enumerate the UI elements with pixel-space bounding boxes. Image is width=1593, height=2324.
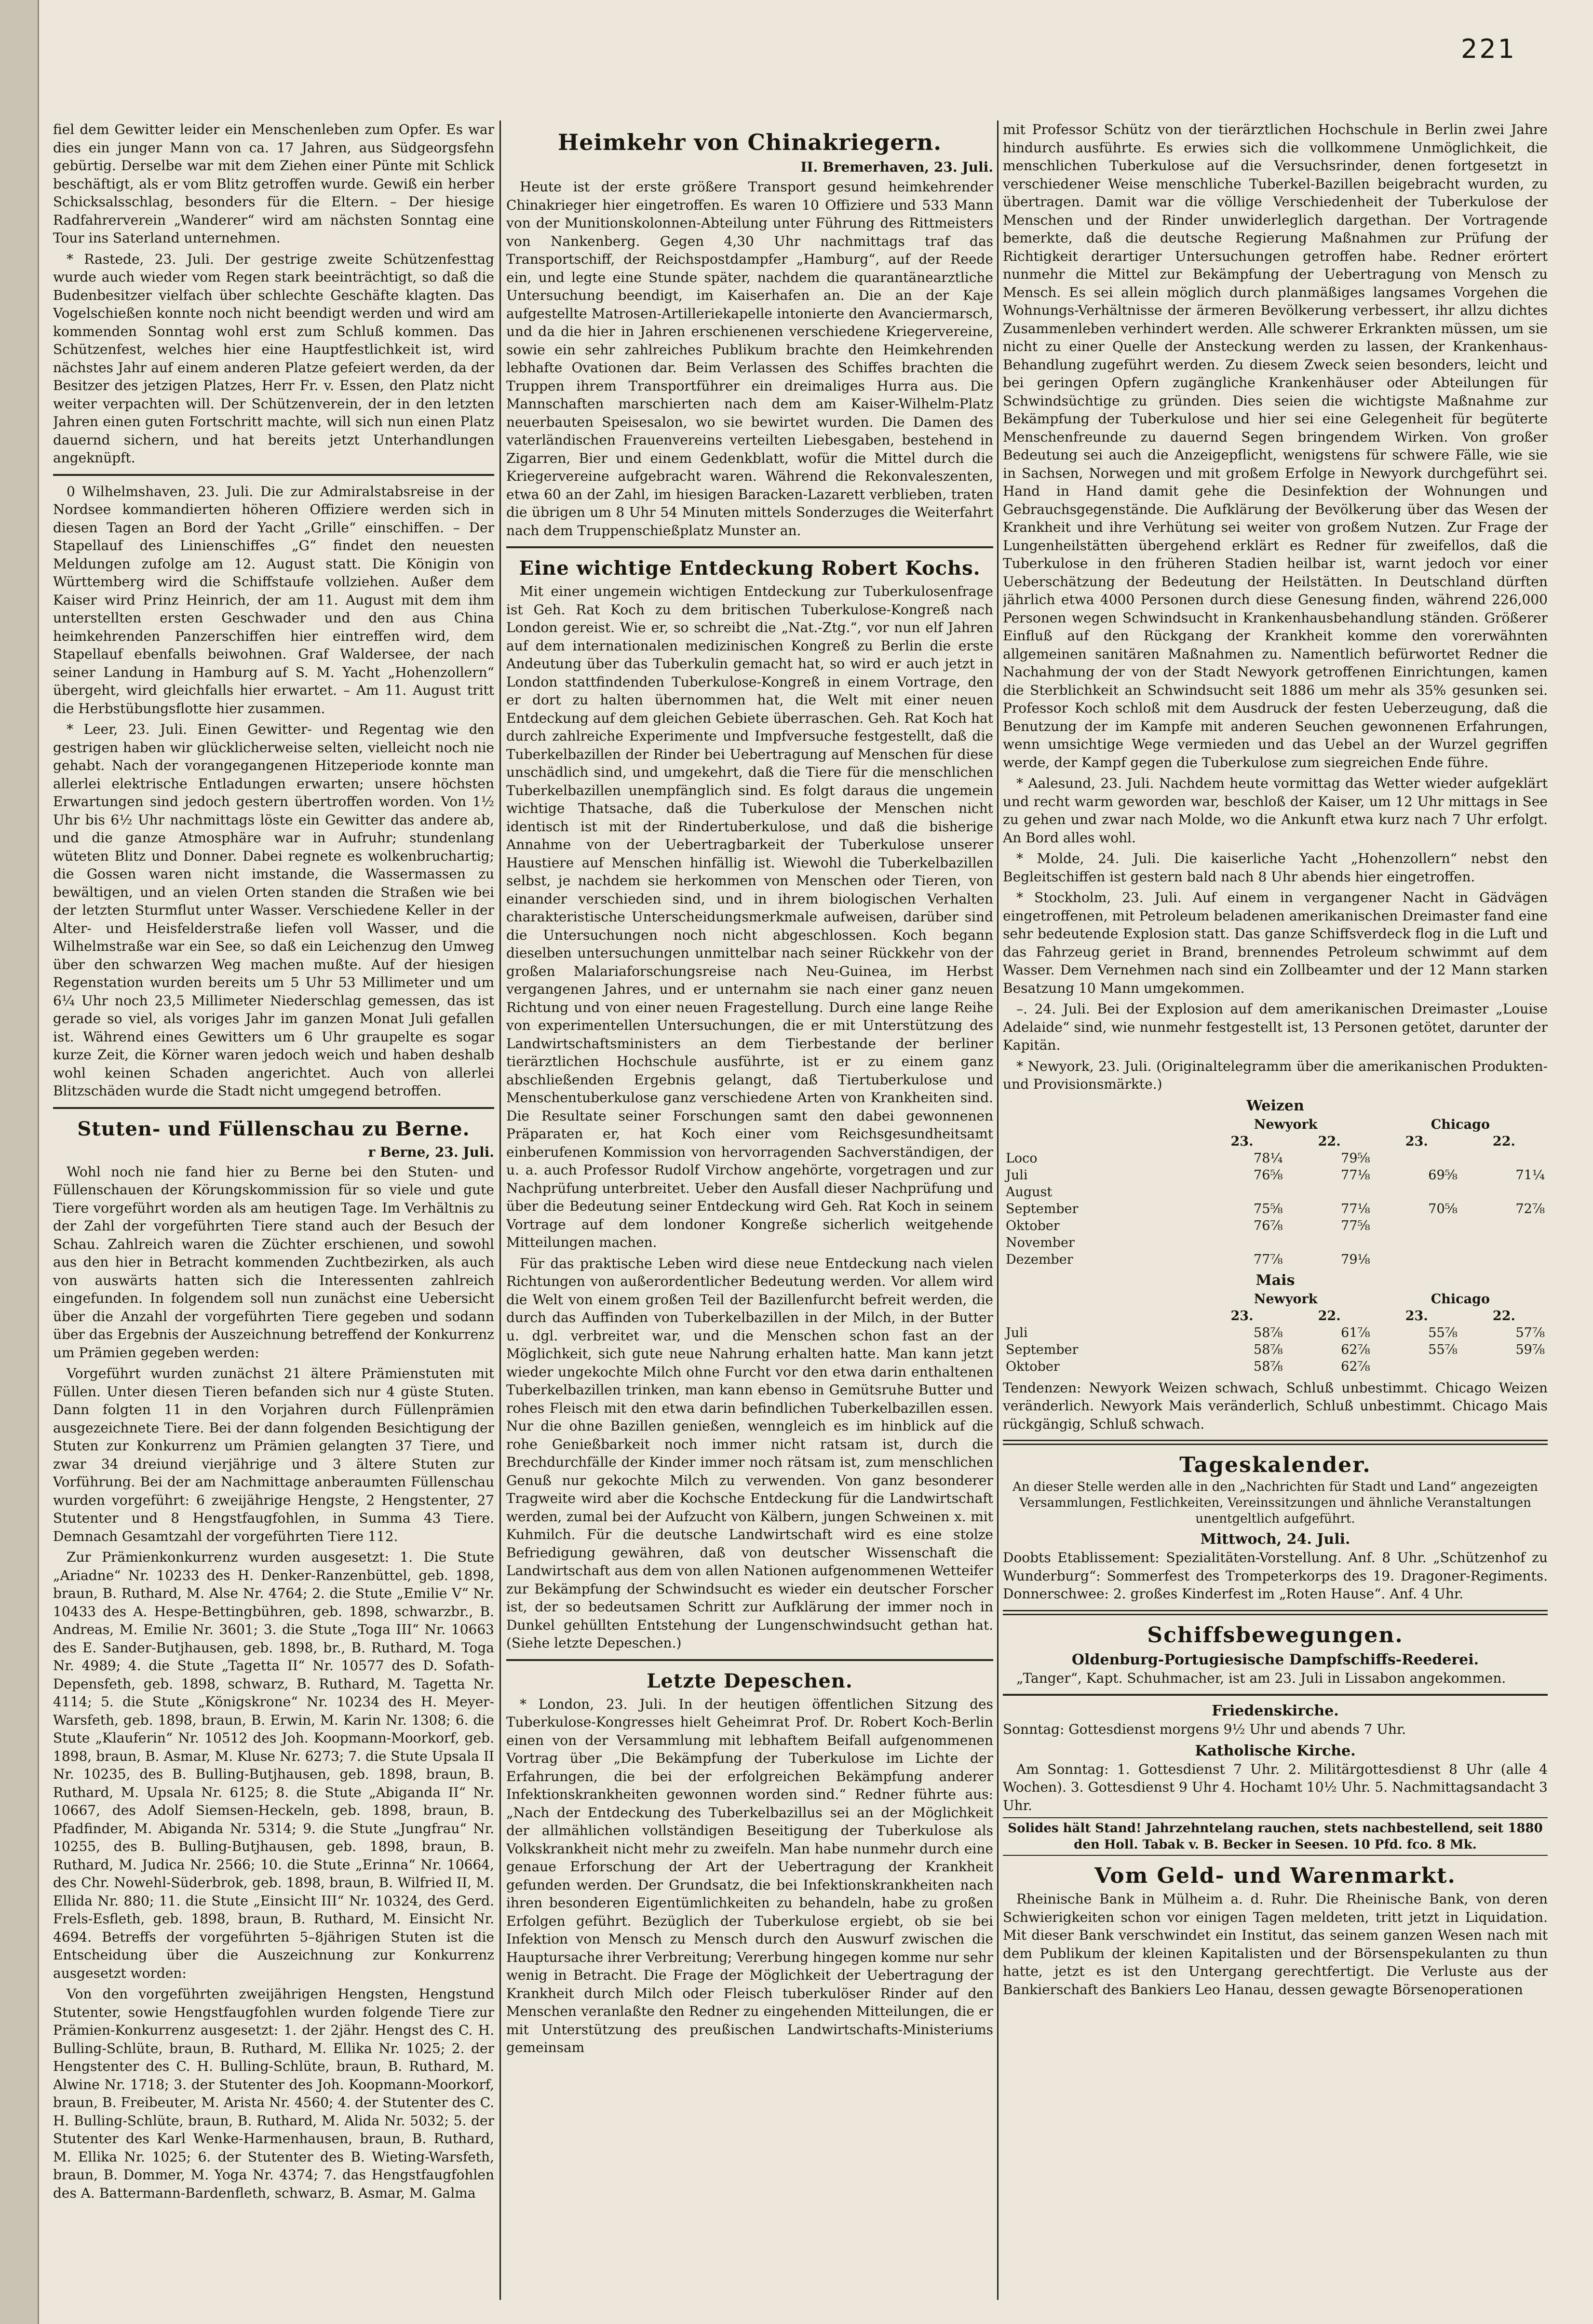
market-date: 23. [1405,1134,1428,1149]
kirche-text-1: Sonntag: Gottesdienst morgens 9½ Uhr und abends 7 Uhr. [1003,1721,1406,1737]
article-dateline: II. Bremerhaven, 23. Juli. [800,159,993,175]
market-row-label: November [1006,1235,1075,1250]
market-value [1198,1184,1285,1201]
separator [53,474,494,476]
market-row-label: September [1006,1342,1079,1357]
market-row [1003,1217,1548,1234]
market-date: 22. [1318,1134,1341,1149]
article-heading: Letzte Depeschen. [647,1669,853,1692]
market-city: Newyork [1254,1117,1318,1132]
market-value: 70⅝ [1428,1201,1458,1216]
market-city: Chicago [1431,1117,1490,1132]
separator [506,546,993,548]
separator [1003,1440,1548,1445]
market-header-row [1003,1291,1548,1308]
article-paragraph: mit Professor Schütz von der tierärztlichen Hochschule in Berlin zwei Jahre hindurch ausführte. Es erwies sich die vollkommene Unmöglichkeit, die menschlichen Tuberkulose auf die Versuchsrinder, denen fortgesetzt in verschiedener Weise menschliche Tuberkel-Bazillen beigebracht wurden, zu übertragen. Damit war die völlige Verschiedenheit der Tuberkulose der Menschen und der Rinder unwiderleglich dargethan. Der Vortragende bemerkte, daß die deutsche Regierung Maßnahmen zur Prüfung der Richtigkeit derartiger Untersuchungen getroffen habe. Redner erörtert nunmehr die Mittel zur Bekämpfung der Uebertragung von Mensch zu Mensch. Es sei allein möglich durch planmäßiges langsames Vorgehen die Wohnungs-Verhältnisse der ärmeren Bevölkerung verbessert, ihr allzu dichtes Zusammenleben verhindert werden. Alle schwerer Erkrankten müssen, um sie nicht zu einer Quelle der Ansteckung werden zu lassen, der Krankenhaus-Behandlung zugeführt werden. Zu diesem Zweck seien besonders, leicht und bei geringen Opfern zugängliche Krankenhäuser oder Abteilungen für Schwindsüchtige zu gründen. Dies seien die wichtigste Maßnahme zur Bekämpfung der Tuberkulose und hier sei eine Gelegenheit für begüterte Menschenfreunde zu dauernd Segen bringendem Wirken. Von großer Bedeutung sei auch die Anzeigepflicht, wenigstens für schwere Fälle, wie sie in Sachsen, Norwegen und mit großem Erfolge in Newyork durchgeführt sei. Hand in Hand damit gehe die Desinfektion der Wohnungen und Gebrauchsgegenstände. Die Aufklärung der Bevölkerung über das Wesen der Krankheit und ihre Verhütung sei weiter von großem Nutzen. Zur Frage der Lungenheilstätten übergehend erklärt es Redner für zweifellos, daß die Tuberkulose in den früheren Stadien heilbar ist, warnt jedoch vor einer Ueberschätzung der Bedeutung der Heilstätten. In Deutschland dürften jährlich etwa 4000 Personen durch diese Genesung finden, während 226,000 Personen wegen Schwindsucht in Krankenhausbehandlung ständen. Größerer Einfluß auf den Rückgang der Krankheit komme den vorerwähnten allgemeinen sanitären Maßnahmen zu. Namentlich befürwortet Redner die Nachahmung der von der Stadt Newyork getroffenen Einrichtungen, kamen die Sterblichkeit an Schwindsucht seit 1886 um mehr als 35% gesunken sei. Professor Koch schloß mit dem Ausdruck der festen Ueberzeugung, daß die Benutzung der im Kampfe mit anderen Seuchen gewonnenen Erfahrungen, wenn umsichtige Wege vermieden und das Uebel an der Wurzel gegriffen werde, der Kampf gegen die Tuberkulose zum siegreichen Ende führe. [1003,122,1548,770]
market-dates-row [1003,1133,1548,1150]
separator [1003,1694,1548,1696]
kirche-title-1: Friedenskirche. [1212,1702,1339,1719]
market-value: 58⅞ [1254,1359,1283,1374]
article-paragraph: Mit einer ungemein wichtigen Entdeckung zur Tuberkulosenfrage ist Geh. Rat Koch zu dem britischen Tuberkulose-Kongreß nach London gereist. Wie er, so schreibt die „Nat.-Ztg.“, vor nun elf Jahren auf dem internationalen medizinischen Kongreß zu Berlin die erste Andeutung über das Tuberkulin gemacht hat, so wird er auch jetzt in London stattfindenden Tuberkulose-Kongreß in einem Vortrage, den er dort zu halten übernommen hat, die Welt mit einer neuen Entdeckung auf dem gleichen Gebiete überraschen. Geh. Rat Koch hat durch zahlreiche Experimente und Impfversuche festgestellt, daß die Tuberkelbazillen der Rinder bei Uebertragung auf Menschen für diese unschädlich sind, und umgekehrt, daß die Tiere für die menschlichen Tuberkelbazillen unempfänglich sind. Es folgt daraus die ungemein wichtige Thatsache, daß die Tuberkulose der Menschen nicht identisch ist mit der Rindertuberkulose, und daß die bisherige Annahme von der Uebertragbarkeit der Tuberkulose unserer Haustiere auf Menschen hinfällig ist. Wiewohl die Tuberkelbazillen selbst, je nachdem sie herkommen von Menschen oder Tieren, von einander verschieden sind, und in ihrem biologischen Verhalten charakteristische Unterscheidungsmerkmale aufweisen, darüber sind die Untersuchungen noch nicht abgeschlossen. Koch begann dieselben untersuchungen unmittelbar nach seiner Rückkehr von der großen Malariaforschungsreise nach Neu-Guinea, im Herbst vergangenen Jahres, und er unternahm sie nach einer ganz neuen Richtung und von einer neuen Fragestellung. Durch eine lange Reihe von experimentellen Untersuchungen, die er mit Unterstützung des Landwirtschaftsministers an dem Tierbestande der berliner tierärztlichen Hochschule ausführte, ist er zu einem ganz abschließenden Ergebnis gelangt, daß Tiertuberkulose und Menschentuberkulose ganz verschiedene Arten von Krankheiten sind. Die Resultate seiner Forschungen samt den dabei gewonnenen Präparaten er, hat Koch einer vom Reichsgesundheitsamt einberufenen Kommission von hervorragenden Sachverständigen, der u. a. auch Professor Rudolf Virchow angehörte, vorgetragen und zur Nachprüfung unterbreitet. Ueber den Ausfall dieser Nachprüfung und über die Bedeutung seiner Entdeckung wird Geh. Rat Koch in seinem Vortrage auf dem londoner Kongreße sicherlich weitgehende Mitteilungen machen. [506,583,993,1250]
market-city: Chicago [1431,1291,1490,1307]
market-city: Newyork [1254,1291,1318,1307]
market-table-mais [1003,1291,1548,1375]
market-value: 76⅞ [1254,1218,1283,1233]
column-1 [53,121,494,2300]
market-row-label: Juli [1006,1167,1028,1183]
market-value: 55⅞ [1428,1325,1458,1340]
market-row [1003,1184,1548,1201]
market-value: 58⅞ [1254,1342,1283,1357]
market-row-label: Dezember [1006,1252,1073,1267]
article-paragraph: * Aalesund, 23. Juli. Nachdem heute vormittag das Wetter wieder aufgeklärt und recht warm geworden war, beschloß der Kaiser, um 12 Uhr mittags in See zu gehen und zwar nach Molde, wo die Ankunft etwa kurz nach 7 Uhr erfolgt. An Bord alles wohl. [1003,775,1548,846]
page-number: 221 [1461,34,1517,64]
article-paragraph: fiel dem Gewitter leider ein Menschenleben zum Opfer. Es war dies ein junger Mann von ca. 17 Jahren, aus Südgeorgsfehn gebürtig. Derselbe war mit dem Ziehen einer Pünte mit Schlick beschäftigt, als er vom Blitz getroffen wurde. Gewiß ein herber Schicksalsschlag, besonders für die Eltern. – Der hiesige Radfahrerverein „Wanderer“ wird am nächsten Sonntag eine Tour ins Saterland unternehmen. [53,122,494,246]
market-row-label: Juli [1006,1325,1028,1340]
column-rule-2 [997,121,999,2300]
market-dates-row [1003,1308,1548,1324]
market-date: 22. [1492,1134,1515,1149]
market-value: 69⅝ [1428,1167,1458,1183]
article-paragraph: Vorgeführt wurden zunächst 21 ältere Prämienstuten mit Füllen. Unter diesen Tieren befanden sich nur 4 güste Stuten. Dann folgten 11 in den Vorjahren durch Füllenprämien ausgezeichnete Tiere. Bei der dann folgenden Besichtigung der Stuten zur Konkurrenz um Prämien gelangten 37 Tiere, und zwar 34 dreiund vierjährige und 3 ältere Stuten zur Vorführung. Bei der am Nachmittage anberaumten Füllenschau wurden vorgeführt: 6 zweijährige Hengste, 2 Hengstenter, 27 Stutenter und 8 Hengstfaugfohlen, in Summa 43 Tiere. Demnach Gesamtzahl der vorgeführten Tiere 112. [53,1365,494,1544]
market-tendenzen: Tendenzen: Newyork Weizen schwach, Schluß unbestimmt. Chicago Weizen veränderlich. Newyork Mais veränderlich, Schluß unbestimmt. Chicago Mais rückgängig, Schluß schwach. [1003,1379,1548,1432]
article-paragraph: Von den vorgeführten zweijährigen Hengsten, Hengstund Stutenter, sowie Hengstfaugfohlen wurden folgende Tiere zur Prämien-Konkurrenz ausgesetzt: 1. der 2jähr. Hengst des C. H. Bulling-Schlüte, braun, B. Ruthard, M. Ellika Nr. 1025; 2. der Hengstenter des C. H. Bulling-Schlüte, braun, B. Ruthard, M. Alwine Nr. 1718; 3. der Stutenter des Joh. Koopmann-Moorkorf, braun, B. Freibeuter, M. Arista Nr. 4560; 4. der Stutenter des C. H. Bulling-Schlüte, braun, B. Ruthard, M. Alida Nr. 5032; 5. der Stutenter des Karl Wenke-Harmenhausen, braun, B. Ruthard, M. Ellika Nr. 1025; 6. der Stutenter des B. Wieting-Warsfeth, braun, B. Dommer, M. Yoga Nr. 4374; 7. das Hengstfaugfohlen des A. Battermann-Bardenfleth, schwarz, B. Asmar, M. Galma [53,1986,494,2201]
schiff-text: „Tanger“, Kapt. Schuhmacher, ist am 23. Juli in Lissabon angekommen. [1016,1670,1506,1686]
column-rule-1 [500,121,501,2300]
market-value: 77⅝ [1341,1218,1370,1233]
market-row [1003,1150,1548,1167]
market-row [1003,1234,1548,1251]
market-value: 77⅛ [1341,1167,1370,1183]
article-paragraph: Wohl noch nie fand hier zu Berne bei den Stuten- und Füllenschauen der Körungskommission für so viele und gute Tiere vorgeführt worden als am heutigen Tage. Im Verhältnis zu der Zahl der vorgeführten Tiere stand auch der Besuch der Schau. Zahlreich waren die Züchter erschienen, und sowohl aus den hier in Betracht kommenden Zuchtbezirken, als auch von auswärts hatten sich die Interessenten zahlreich eingefunden. In folgendem soll nun zunächst eine Uebersicht über die Anzahl der vorgeführten Tiere gegeben und sodann über das Ergebnis der Auszeichnung betreffend der Konkurrenz um Prämien gegeben werden: [53,1163,494,1361]
market-value [1373,1150,1460,1167]
market-value: 77⅛ [1341,1201,1370,1216]
market-date: 22. [1492,1308,1515,1324]
market-value [1460,1217,1548,1234]
article-paragraph: * Rastede, 23. Juli. Der gestrige zweite Schützenfesttag wurde auch wieder vom Regen stark beeinträchtigt, so daß die Budenbesitzer vielfach über schlechte Geschäfte klagten. Das Vogelschießen konnte noch nicht beendigt werden und wird am kommenden Sonntag wohl erst zum Schluß kommen. Das Schützenfest, welches hier eine Hauptfestlichkeit ist, wird nächstes Jahr auf einem anderen Platze gefeiert werden, da der Besitzer des jetzigen Platzes, Herr Fr. v. Essen, den Platz nicht weiter verpachten will. Der Schützenverein, der in den letzten Jahren einen guten Fortschritt machte, will sich nun einen Platz dauernd sichern, und hat bereits jetzt Unterhandlungen angeknüpft. [53,251,494,466]
tageskalender-title: Tageskalender. [1179,1453,1371,1477]
market-value: 76⅝ [1254,1167,1283,1183]
market-value: 77⅞ [1254,1252,1283,1267]
market-value: 78¼ [1254,1150,1283,1166]
article-paragraph: Heute ist der erste größere Transport gesund heimkehrender Chinakrieger hier eingetroffen. Es waren 10 Offiziere und 533 Mann von der Munitionskolonnen-Abteilung unter Führung des Rittmeisters von Nankenberg. Gegen 4,30 Uhr nachmittags traf das Transportschiff, der Reichspostdampfer „Hamburg“, auf der Reede ein, und legte eine Stunde später, nachdem die quarantänearztliche Untersuchung beendigt, im Kaiserhafen an. Die an der Kaje aufgestellte Matrosen-Artilleriekapelle intonierte den Avanciermarsch, und da die hier in Jahren erschienenen verschiedene Kriegervereine, sowie ein sehr zahlreiches Publikum brachte den Heimkehrenden lebhafte Ovationen dar. Beim Verlassen des Schiffes brachten die Truppen ihrem Transportführer ein dreimaliges Hurra aus. Die Mannschaften marschierten nach dem am Kaiser-Wilhelm-Platz neuerbauten Speisesalon, wo sie bewirtet wurden. Die Damen des vaterländischen Frauenvereins verteilten Liebesgaben, bestehend in Zigarren, Bier und einem Gedenkblatt, wofür die Mittel durch die Kriegervereine aufgebracht waren. Während die Rekonvaleszenten, etwa 60 an der Zahl, im hiesigen Baracken-Lazarett verblieben, traten die übrigen um 8 Uhr 54 Minuten mittels Sonderzuges die Weiterfahrt nach dem Truppenschießplatz Munster an. [506,179,993,539]
geld-text: Rheinische Bank in Mülheim a. d. Ruhr. Die Rheinische Bank, von deren Schwierigkeiten schon vor einigen Tagen meldeten, tritt jetzt in Liquidation. Mit dieser Bank verschwindet ein Institut, das seinem ganzen Wesen nach mit dem Publikum der kleinen Kapitalisten und der Börsenspekulanten zu thun hatte, jetzt es ist den Untergang gerechtfertigt. Die Verluste aus der Bankierschaft des Bankiers Leo Hanau, dessen gewagte Börsenoperationen [1003,1891,1548,1998]
article-heading: Stuten- und Füllenschau zu Berne. [77,1117,470,1140]
market-value [1286,1184,1373,1201]
article-heading: Eine wichtige Entdeckung Robert Kochs. [519,557,981,580]
article-paragraph: * Newyork, 23. Juli. (Originaltelegramm über die amerikanischen Produkten- und Provisionsmärkte.) [1003,1058,1548,1092]
separator [1003,1610,1548,1615]
market-value: 75⅝ [1254,1201,1283,1216]
market-value [1373,1217,1460,1234]
market-value: 62⅞ [1341,1342,1370,1357]
market-value [1460,1251,1548,1268]
geld-title: Vom Geld- und Warenmarkt. [1094,1864,1456,1888]
market-row [1003,1251,1548,1268]
market-value [1198,1234,1285,1251]
article-paragraph: * London, 23. Juli. In der heutigen öffentlichen Sitzung des Tuberkulose-Kongresses hielt Geheimrat Prof. Dr. Robert Koch-Berlin einen von der Versammlung mit lebhaftem Beifall aufgenommenen Vortrag über „Die Bekämpfung der Tuberkulose im Lichte der Erfahrungen, die bei der erfolgreichen Bekämpfung anderer Infektionskrankheiten gewonnen worden sind.“ Redner führte aus: „Nach der Entdeckung des Tuberkelbazillus sei an der Möglichkeit der allmählichen vollständigen Beseitigung der Tuberkulose als Volkskrankheit nicht mehr zu zweifeln. Man habe nunmehr durch eine genaue Erforschung der Art der Uebertragung der Krankheit gefunden werden. Der Grundsatz, die bei Infektionskrankheiten nach ihren besonderen Eigentümlichkeiten zu behandeln, habe zu großen Erfolgen geführt. Bezüglich der Tuberkulose ergiebt, ob sie bei Infektion von Mensch zu Mensch durch den Auswurf zwischen die Hauptursache ihrer Verbreitung; Vererbung hingegen komme nur sehr wenig in Betracht. Die Frage der Möglichkeit der Uebertragung der Krankheit durch Milch oder Fleisch tuberkulöser Rinder auf den Menschen veranlaßte den Redner zu eingehenden Mitteilungen, die er mit Unterstützung des preußischen Landwirtschafts-Ministeriums gemeinsam [506,1696,993,2055]
market-row [1003,1341,1548,1358]
market-table-weizen [1003,1116,1548,1268]
article-dateline: r Berne, 23. Juli. [368,1144,494,1160]
market-date: 23. [1405,1308,1428,1324]
kirche-title-2: Katholische Kirche. [1195,1742,1356,1759]
market-value: 59⅞ [1515,1342,1545,1357]
market-date: 23. [1230,1134,1254,1149]
market-date: 22. [1318,1308,1341,1324]
market-row-label: Oktober [1006,1218,1060,1233]
tageskalender-note: An dieser Stelle werden alle in den „Nachrichten für Stadt und Land“ angezeigten Versammlungen, Festlichkeiten, Vereinssitzungen und ähnliche Veranstaltungen unentgeltlich aufgeführt. [1012,1480,1538,1526]
schiff-company: Oldenburg-Portugiesische Dampfschiffs-Reederei. [1071,1651,1479,1668]
separator [506,1659,993,1661]
market-value [1373,1234,1460,1251]
market-value: 79⅛ [1341,1252,1370,1267]
article-paragraph: Zur Prämienkonkurrenz wurden ausgesetzt: 1. Die Stute „Ariadne“ Nr. 10233 des H. Denker-Ranzenbüttel, geb. 1898, braun, B. Ruthard, M. Alse Nr. 4764; 2. die Stute „Emilie V“ Nr. 10433 des A. Hespe-Bettingbühren, geb. 1898, schwarzbr., B. Andreas, M. Emilie Nr. 3601; 3. die Stute „Toga III“ Nr. 10663 des E. Sander-Butjhausen, geb. 1898, br., B. Ruthard, M. Toga Nr. 4989; 4. die Stute „Tagetta II“ Nr. 10577 des D. Sofath-Depensfeth, geb. 1898, schwarz, B. Ruthard, M. Tagetta Nr. 4114; 5. die Stute „Königskrone“ Nr. 10234 des H. Meyer-Warsfeth, geb. 1898, braun, B. Erwin, M. Karin Nr. 1308; 6. die Stute „Klauferin“ Nr. 10512 des Joh. Koopmann-Moorkorf, geb. 1898, braun, B. Asmar, M. Kluse Nr. 6273; 7. die Stute Upsala II Nr. 10235, des B. Bulling-Butjhausen, geb. 1898, braun, B. Ruthard, M. Upsala Nr. 6125; 8. die Stute „Abiganda II“ Nr. 10667, des Adolf Siemsen-Heckeln, geb. 1898, braun, B. Pfadfinder, M. Abiganda Nr. 5314; 9. die Stute „Jungfrau“ Nr. 10255, des B. Bulling-Butjhausen, geb. 1898, braun, B. Ruthard, M. Judica Nr. 2566; 10. die Stute „Erinna“ Nr. 10664, des Chr. Nowehl-Süderbrok, geb. 1898, braun, B. Wilfried II, M. Ellida Nr. 880; 11. die Stute „Einsicht III“ Nr. 10324, des Gerd. Frels-Esfleth, geb. 1898, braun, B. Ruthard, M. Einsicht Nr. 4694. Betreffs der vorgeführten 5–8jährigen Stuten ist die Entscheidung über die Auszeichnung zur Konkurrenz ausgesetzt worden: [53,1549,494,1981]
market-value [1373,1251,1460,1268]
article-paragraph: 0 Wilhelmshaven, 23. Juli. Die zur Admiralstabsreise in der Nordsee kommandierten höheren Offiziere werden sich in diesen Tagen an Bord der Yacht „Grille“ einschiffen. – Der Stapellauf des Linienschiffes „G“ findet den neuesten Meldungen zufolge am 12. August statt. Die Königin von Württemberg wird die Schiffstaufe vollziehen. Außer dem Kaiser wird Prinz Heinrich, der am 11. August mit dem ihm unterstellten ersten Geschwader und den aus China heimkehrenden Panzerschiffen hier eintreffen wird, dem Stapellauf ebenfalls beiwohnen. Graf Waldersee, der nach seiner Landung in Hamburg auf S. M. Yacht „Hohenzollern“ übergeht, wird gleichfalls hier erwartet. – Am 11. August tritt die Herbstübungsflotte hier zusammen. [53,483,494,716]
page-binding-edge [0,0,39,2324]
market-row [1003,1167,1548,1184]
market-value: 71¼ [1515,1167,1545,1183]
article-paragraph: Für das praktische Leben wird diese neue Entdeckung nach vielen Richtungen von außerordentlicher Bedeutung werden. Vor allem wird die Welt von einem großen Teil der Bazillenfurcht befreit werden, die durch das Auffinden von Tuberkelbazillen in der Milch, in der Butter u. dgl. verbreitet war, und die Menschen schon fast an der Möglichkeit, sich gute neue Nahrung erhalten hatte. Man kann jetzt wieder ungekochte Milch ohne Furcht vor den etwa darin enthaltenen Tuberkelbazillen trinken, man kann ebenso in Gemütsruhe Butter und rohes Fleisch mit den etwa darin befindlichen Tuberkelbazillen essen. Nur die ohne Bazillen genießen, wenngleich es im hinblick auf die rohe Genießbarkeit noch immer nicht ratsam ist, durch die Brechdurchfälle der Kinder immer noch rätsam ist, zum menschlichen Genuß nur gekochte Milch zu verwenden. Von ganz besonderer Tragweite wird aber die Kochsche Entdeckung für die Landwirtschaft werden, zumal bei der Aufzucht von Kälbern, jungen Schweinen x. mit Kuhmilch. Für die deutsche Landwirtschaft wird es eine stolze Befriedigung gewähren, daß von deutscher Wissenschaft die Landwirtschaft aus dem von allen Nationen aufgenommenen Wetteifer zur Bekämpfung der Schwindsucht es wieder ein deutscher Forscher ist, der so bedeutsamen Schritt zur Aufklärung der immer noch in Dunkel gehüllten Entstehung der Lungenschwindsucht gethan hat. (Siehe letzte Depeschen.) [506,1255,993,1651]
market-date: 23. [1230,1308,1254,1324]
tageskalender-items: Doobts Etablissement: Spezialitäten-Vorstellung. Anf. 8 Uhr. „Schützenhof zu Wunderburg“: Sommerfest des Trompeterkorps des 19. Dragoner-Regiments. Donnerschwee: 2. großes Kinderfest im „Roten Hause“. Anf. 4 Uhr. [1003,1550,1548,1602]
column-3 [1003,121,1548,2300]
market-value: 61⅞ [1341,1325,1370,1340]
market-value: 55⅞ [1428,1342,1458,1357]
market-value [1460,1358,1548,1375]
kirche-text-2: Am Sonntag: 1. Gottesdienst 7 Uhr. 2. Militärgottesdienst 8 Uhr (alle 4 Wochen). 3. Gottesdienst 9 Uhr 4. Hochamt 10½ Uhr. 5. Nachmittagsandacht 3 Uhr. [1003,1761,1548,1813]
schiff-title: Schiffsbewegungen. [1147,1622,1404,1648]
separator [53,1107,494,1109]
market-value [1460,1234,1548,1251]
market-row [1003,1358,1548,1375]
article-paragraph: * Leer, 23. Juli. Einen Gewitter- und Regentag wie den gestrigen haben wir glücklicherweise selten, vielleicht noch nie gehabt. Nach der vorangegangenen Hitzeperiode konnte man allerlei elektrische Entladungen erwarten; unsere höchsten Erwartungen sind jedoch gestern übertroffen worden. Von 1½ Uhr bis 6½ Uhr nachmittags löste ein Gewitter das andere ab, und die ganze Atmosphäre war in Aufruhr; stundenlang wüteten Blitz und Donner. Dabei regnete es wolkenbruchartig; die Gossen waren nicht imstande, die Wassermassen zu bewältigen, und an vielen Orten standen die Straßen wie bei der letzten Sturmflut unter Wasser. Verschiedene Keller in der Alter- und Heisfelderstraße liefen voll Wasser, und die Wilhelmstraße war ein See, so daß ein Leichenzug den Umweg über den schwarzen Weg machen mußte. Auf der hiesigen Regenstation wurden bereits um 5 Uhr 53 Millimeter und um 6¼ Uhr noch 23,5 Millimeter Niederschlag gemessen, das ist gerade so viel, als voriges Jahr im ganzen Monat Juli gefallen ist. Während eines Gewitters um 6 Uhr graupelte es sogar kurze Zeit, die Körner waren jedoch weich und haben deshalb wohl keinen Schaden angerichtet. Auch von allerlei Blitzschäden wurde die Stadt nicht umgegend betroffen. [53,721,494,1099]
tageskalender-day: Mittwoch, 24. Juli. [1200,1531,1350,1548]
market-value: 72⅞ [1515,1201,1545,1216]
market-row-label: August [1006,1184,1053,1200]
market-row-label: Loco [1006,1150,1038,1166]
market-row [1003,1324,1548,1341]
market-row [1003,1201,1548,1217]
market-weizen-title: Weizen [1246,1097,1304,1114]
tobacco-advertisement: Solides hält Stand! Jahrzehntelang rauchen, stets nachbestellend, seit 1880 den Holl. Tabak v. B. Becker in Seesen. 10 Pfd. fco. 8 Mk. [1003,1817,1548,1856]
article-heading: Heimkehr von Chinakriegern. [557,129,942,155]
market-value [1373,1184,1460,1201]
market-value [1460,1184,1548,1201]
market-value: 58⅞ [1254,1325,1283,1340]
article-paragraph: –. 24. Juli. Bei der Explosion auf dem amerikanischen Dreimaster „Louise Adelaide“ sind, wie nunmehr festgestellt ist, 13 Personen getötet, darunter der Kapitän. [1003,1001,1548,1053]
article-paragraph: * Molde, 24. Juli. Die kaiserliche Yacht „Hohenzollern“ nebst den Begleitschiffen ist gestern bald nach 8 Uhr abends hier eingetroffen. [1003,851,1548,885]
market-value [1373,1358,1460,1375]
market-value: 57⅞ [1515,1325,1545,1340]
market-row-label: Oktober [1006,1359,1060,1374]
market-value [1286,1234,1373,1251]
market-mais-title: Mais [1256,1271,1295,1289]
market-header-row [1003,1116,1548,1133]
market-value: 62⅞ [1341,1359,1370,1374]
market-value [1460,1150,1548,1167]
article-paragraph: * Stockholm, 23. Juli. Auf einem in vergangener Nacht in Gädvägen eingetroffenen, mit Petroleum beladenen amerikanischen Dreimaster fand eine sehr bedeutende Explosion statt. Das ganze Schiffsverdeck flog in die Luft und das Fahrzeug geriet in Brand, brennendes Petroleum schwimmt auf dem Wasser. Dem Vernehmen nach sind ein Zollbeamter und der 12 Mann starken Besatzung 10 Mann umgekommen. [1003,890,1548,996]
market-row-label: September [1006,1201,1079,1216]
market-value: 79⅝ [1341,1150,1370,1166]
column-2 [506,121,993,2300]
